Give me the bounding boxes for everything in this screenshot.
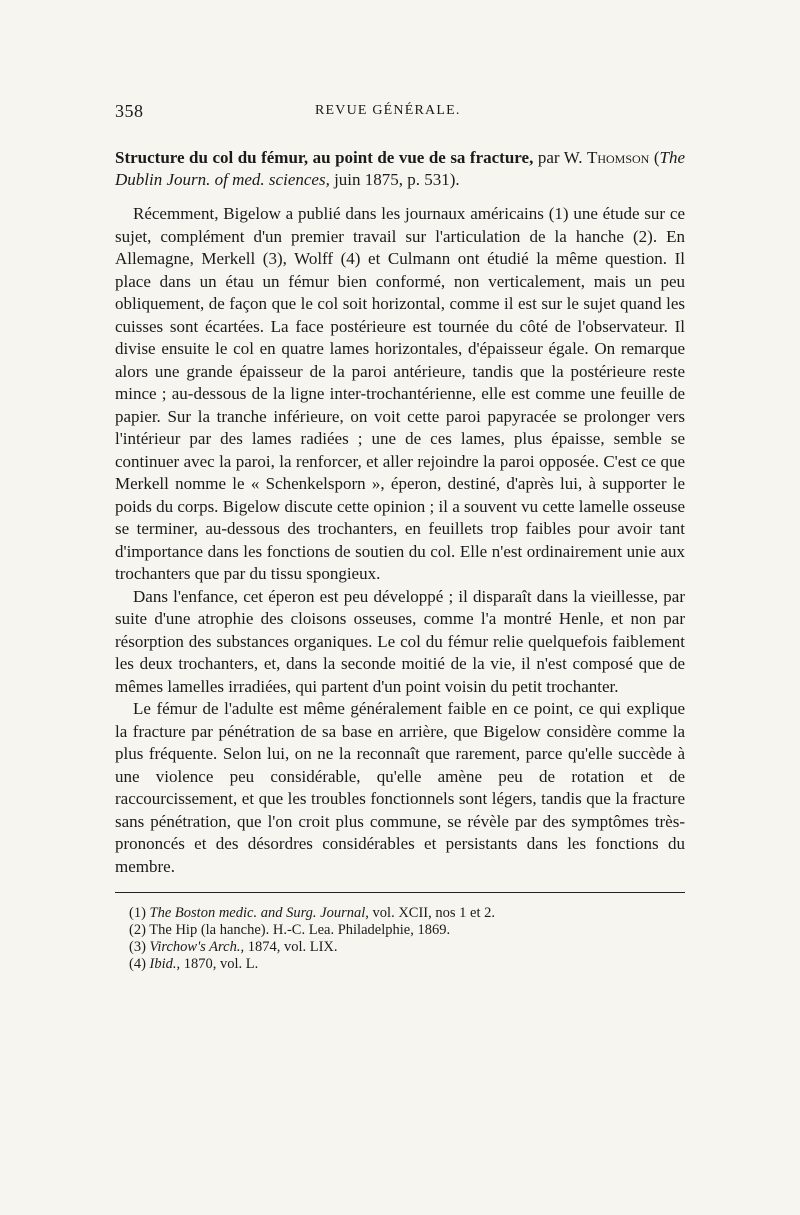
footnotes [115, 905, 685, 973]
footnote-text: 1870, vol. L. [180, 956, 259, 972]
paragraph-2: Dans l'enfance, cet éperon est peu développé ; il disparaît dans la vieillesse, par suite d'une atrophie des cloisons osseuses, comme l'a montré Henle, et non par résorption des substances organiques. Le col du fémur relie quelquefois faiblement les deux trochanters, et, dans la seconde moitié de la vie, il n'est composé que de mêmes lamelles irradiées, qui partent d'un point voisin du petit trochanter. [115, 586, 685, 696]
footnote-text: The Hip (la hanche). H.-C. Lea. Philadelphie, 1869. [149, 922, 451, 938]
footnote-title: The Boston medic. and Surg. Journal, [149, 905, 369, 921]
article-body [115, 203, 685, 878]
paragraph-1: Récemment, Bigelow a publié dans les journaux américains (1) une étude sur ce sujet, complément d'un premier travail sur l'articulation de la hanche (2). En Allemagne, Merkell (3), Wolff (4) et Culmann ont étudié la même question. Il place dans un étau un fémur bien conformé, non verticalement, mais un peu obliquement, de façon que le col soit horizontal, comme il est sur le sujet quand les cuisses sont écartées. La face postérieure est tournée du côté de l'observateur. Il divise ensuite le col en quatre lames horizontales, d'épaisseur égale. On remarque alors une grande épaisseur de la paroi antérieure, tandis que la postérieure reste mince ; au-dessous de la ligne inter-trochantérienne, elle est comme une feuille de papier. Sur la tranche inférieure, on voit cette paroi papyracée se prolonger vers l'intérieur par des lames radiées ; une de ces lames, plus épaisse, semble se continuer avec la paroi, la renforcer, et aller rejoindre la paroi opposée. C'est ce que Merkell nomme le « Schenkelsporn », éperon, destiné, d'après lui, à supporter le poids du corps. Bigelow discute cette opinion ; il a souvent vu cette lamelle osseuse se terminer, au-dessous des trochanters, en feuillets trop faibles pour avoir tant d'importance dans les fonctions de soutien du col. Elle n'est ordinairement unie aux trochanters que par du tissu spongieux. [115, 204, 685, 583]
footnote-mark: (1) [129, 905, 150, 921]
footnote-2 [129, 922, 685, 939]
article-heading [115, 147, 685, 191]
source-open: ( [653, 148, 660, 167]
article-title: Structure du col du fémur, au point de vue de sa fracture, [115, 148, 534, 167]
paragraph-3: Le fémur de l'adulte est même généralement faible en ce point, ce qui explique la fracture par pénétration de sa base en arrière, que Bigelow considère comme la plus fréquente. Selon lui, on ne la reconnaît que rarement, parce qu'elle succède à une violence peu considérable, qu'elle amène peu de rotation et de raccourcissement, et que les troubles fonctionnels sont légers, tandis que la fracture sans pénétration, que l'on croit plus commune, se révèle par des symptômes très-prononcés et des désordres considérables et persistants dans les fonctions du membre. [115, 699, 685, 876]
footnote-mark: (4) [129, 956, 150, 972]
footnote-title: Ibid., [149, 956, 181, 972]
source-journal: The Dublin Journ. of med. sciences, [115, 148, 686, 189]
page-number: 358 [115, 101, 144, 121]
footnote-1 [129, 905, 685, 922]
footnote-title: Virchow's Arch., [149, 939, 245, 955]
footnote-mark: (3) [129, 939, 150, 955]
footnote-text: 1874, vol. LIX. [244, 939, 338, 955]
article-by: par W. [537, 148, 583, 167]
running-title: REVUE GÉNÉRALE. [315, 103, 461, 118]
source-details: juin 1875, p. 531). [334, 170, 460, 189]
article-author: Thomson [586, 148, 650, 167]
page [115, 95, 685, 973]
footnote-mark: (2) [129, 922, 150, 938]
footnote-rule [115, 892, 685, 893]
running-head [115, 95, 685, 125]
footnote-4 [129, 956, 685, 973]
footnote-text: vol. XCII, nos 1 et 2. [368, 905, 495, 921]
footnote-3 [129, 939, 685, 956]
